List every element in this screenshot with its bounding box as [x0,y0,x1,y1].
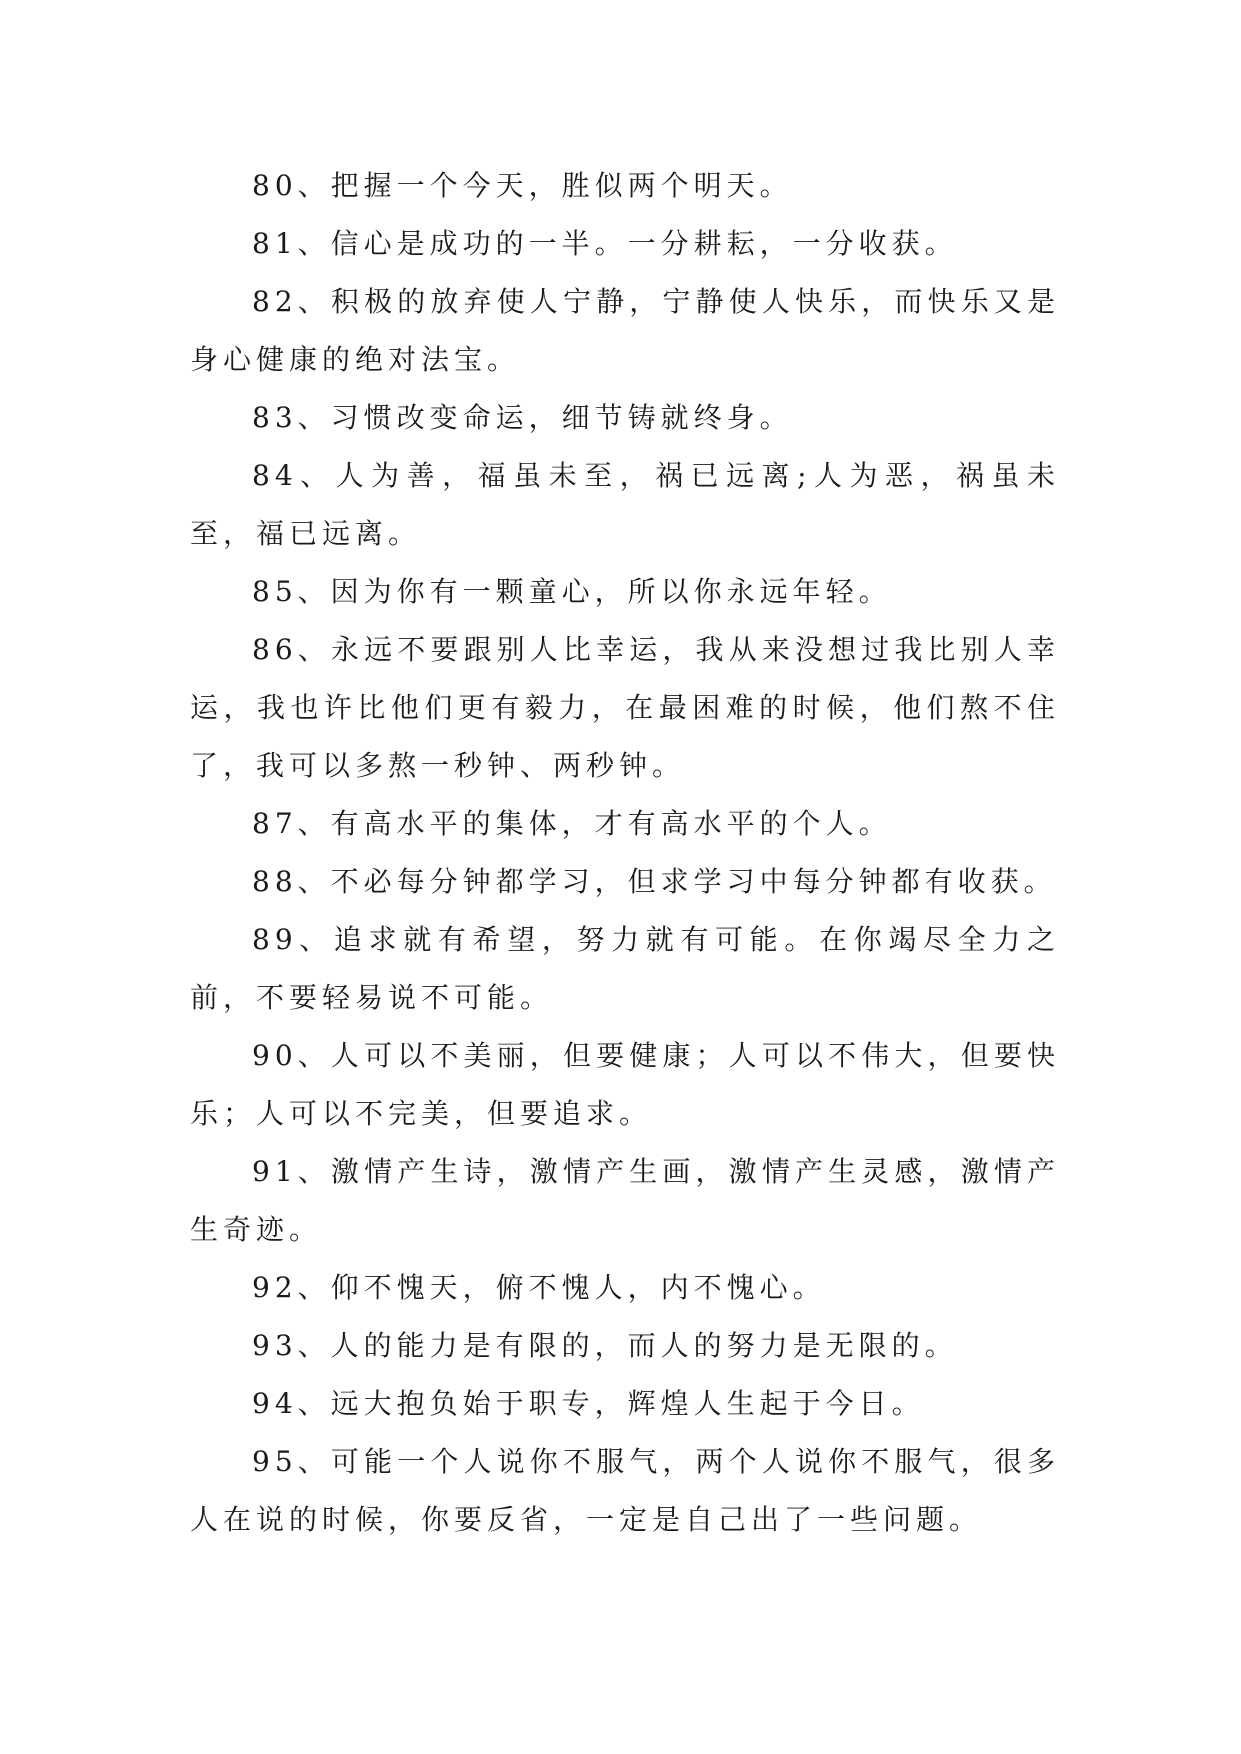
document-body [190,157,1060,1549]
paragraph-91: 91、激情产生诗，激情产生画，激情产生灵感，激情产生奇迹。 [190,1155,1060,1246]
paragraph-90: 90、人可以不美丽，但要健康；人可以不伟大，但要快乐；人可以不完美，但要追求。 [190,1039,1060,1130]
paragraph-89: 89、追求就有希望，努力就有可能。在你竭尽全力之前，不要轻易说不可能。 [190,923,1060,1014]
paragraph-80: 80、把握一个今天，胜似两个明天。 [252,169,793,202]
paragraph-83: 83、习惯改变命运，细节铸就终身。 [252,401,793,434]
paragraph-94: 94、远大抱负始于职专，辉煌人生起于今日。 [252,1387,925,1420]
paragraph-92: 92、仰不愧天，俯不愧人，内不愧心。 [252,1271,826,1304]
paragraph-93: 93、人的能力是有限的，而人的努力是无限的。 [252,1329,958,1362]
paragraph-81: 81、信心是成功的一半。一分耕耘，一分收获。 [252,227,958,260]
paragraph-85: 85、因为你有一颗童心，所以你永远年轻。 [252,575,892,608]
paragraph-88: 88、不必每分钟都学习，但求学习中每分钟都有收获。 [252,865,1057,898]
paragraph-82: 82、积极的放弃使人宁静，宁静使人快乐，而快乐又是身心健康的绝对法宝。 [190,285,1060,376]
paragraph-95: 95、可能一个人说你不服气，两个人说你不服气，很多人在说的时候，你要反省，一定是自己出了一些问题。 [190,1445,1060,1536]
paragraph-84: 84、人为善，福虽未至，祸已远离;人为恶，祸虽未至，福已远离。 [190,459,1060,550]
paragraph-87: 87、有高水平的集体，才有高水平的个人。 [252,807,892,840]
paragraph-86: 86、永远不要跟别人比幸运，我从来没想过我比别人幸运，我也许比他们更有毅力，在最困难的时候，他们熬不住了，我可以多熬一秒钟、两秒钟。 [190,633,1060,782]
